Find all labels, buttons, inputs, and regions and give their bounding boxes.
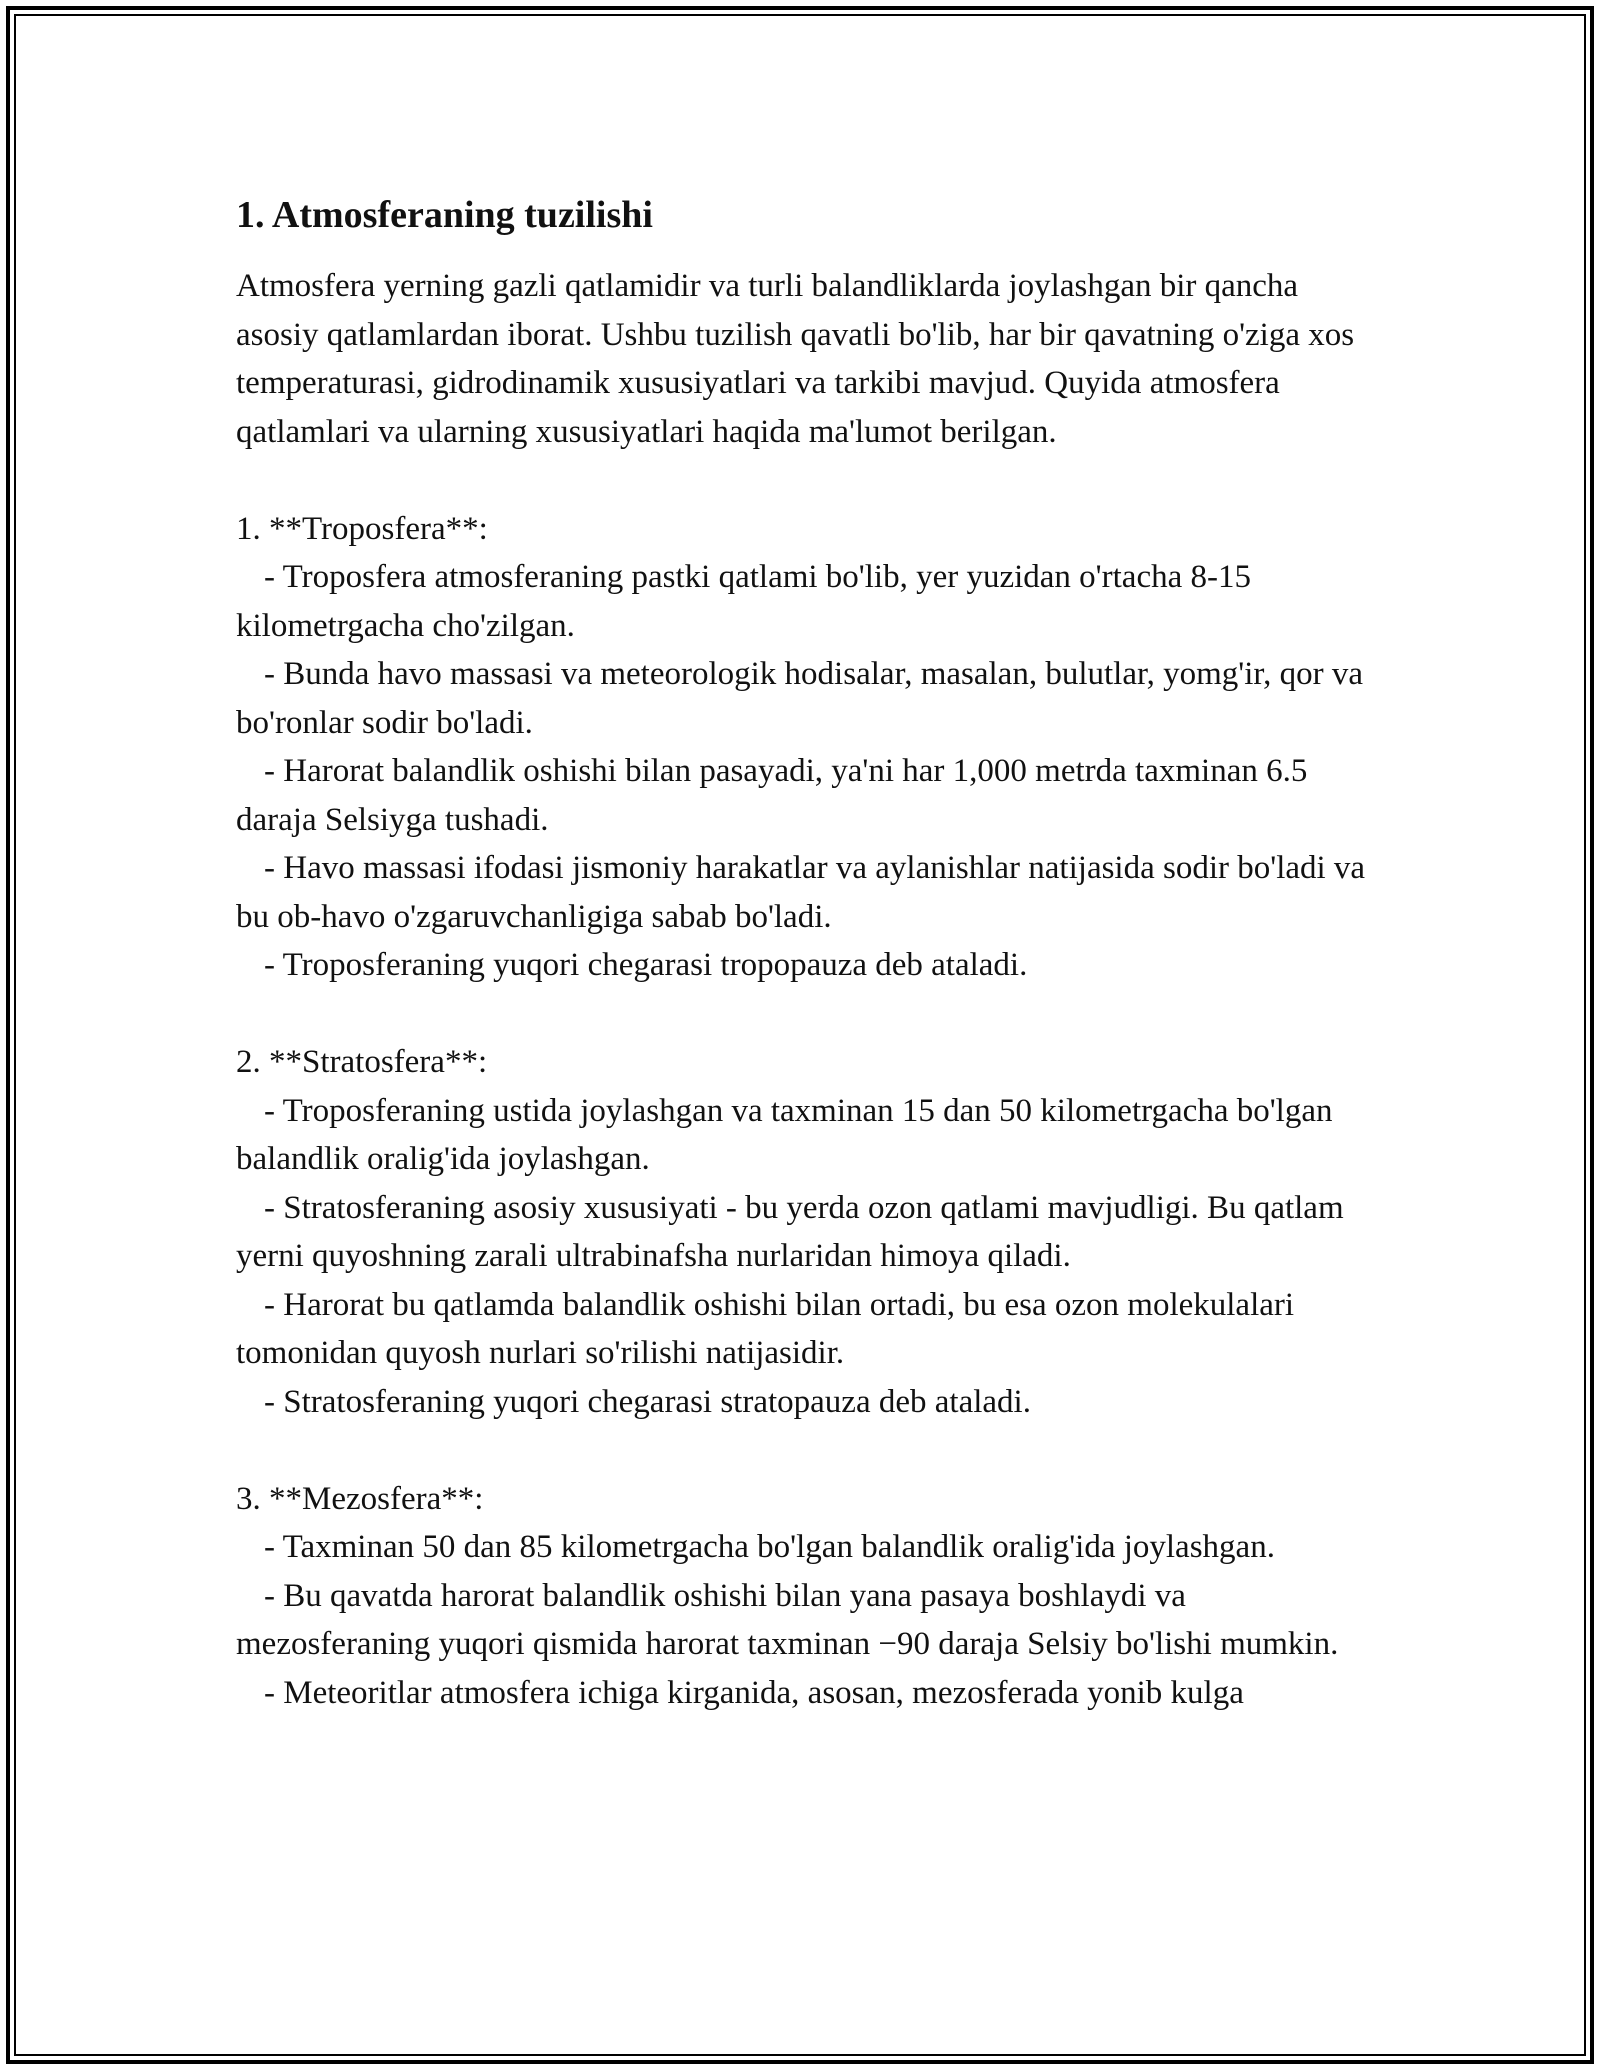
bullet-item: - Harorat balandlik oshishi bilan pasayadi, ya'ni har 1,000 metrda taxminan 6.5 daraja Selsiyga tushadi. — [236, 753, 1308, 838]
section-troposfera — [236, 505, 1376, 990]
bullet-item: - Stratosferaning asosiy xususiyati - bu yerda ozon qatlami mavjudligi. Bu qatlam yerni quyoshning zarali ultrabinafsha nurlaridan himoya qiladi. — [236, 1189, 1344, 1274]
section-heading: 2. **Stratosfera**: — [236, 1044, 488, 1080]
document-body — [236, 188, 1376, 1717]
section-stratosfera — [236, 1038, 1376, 1426]
intro-paragraph: Atmosfera yerning gazli qatlamidir va turli balandliklarda joylashgan bir qancha asosiy qatlamlardan iborat. Ushbu tuzilish qavatli bo'lib, har bir qavatning o'ziga xos temperaturasi, gidrodinamik xususiyatlari va tarkibi mavjud. Quyida atmosfera qatlamlari va ularning xususiyatlari haqida ma'lumot berilgan. — [236, 268, 1355, 450]
bullet-item: - Troposfera atmosferaning pastki qatlami bo'lib, yer yuzidan o'rtacha 8-15 kilometrgacha cho'zilgan. — [236, 559, 1251, 644]
bullet-item: - Stratosferaning yuqori chegarasi stratopauza deb ataladi. — [264, 1383, 1031, 1420]
document-title: 1. Atmosferaning tuzilishi — [236, 194, 653, 236]
section-heading: 1. **Troposfera**: — [236, 510, 488, 547]
bullet-item: - Bunda havo massasi va meteorologik hodisalar, masalan, bulutlar, yomg'ir, qor va bo'ronlar sodir bo'ladi. — [236, 656, 1363, 741]
bullet-item: - Bu qavatda harorat balandlik oshishi bilan yana pasaya boshlaydi va mezosferaning yuqori qismida harorat taxminan −90 daraja Selsiy bo'lishi mumkin. — [236, 1577, 1339, 1662]
bullet-item: - Havo massasi ifodasi jismoniy harakatlar va aylanishlar natijasida sodir bo'ladi va bu ob-havo o'zgaruvchanligiga sabab bo'ladi. — [236, 850, 1366, 935]
bullet-item: - Meteoritlar atmosfera ichiga kirganida, asosan, mezosferada yonib kulga — [264, 1674, 1244, 1711]
section-heading: 3. **Mezosfera**: — [236, 1480, 484, 1517]
bullet-item: - Harorat bu qatlamda balandlik oshishi bilan ortadi, bu esa ozon molekulalari tomonidan quyosh nurlari so'rilishi natijasidir. — [236, 1286, 1295, 1371]
section-mezosfera — [236, 1475, 1376, 1718]
bullet-item: - Troposferaning ustida joylashgan va taxminan 15 dan 50 kilometrgacha bo'lgan balandlik oralig'ida joylashgan. — [236, 1092, 1333, 1177]
bullet-item: - Troposferaning yuqori chegarasi tropopauza deb ataladi. — [264, 947, 1028, 983]
bullet-item: - Taxminan 50 dan 85 kilometrgacha bo'lgan balandlik oralig'ida joylashgan. — [264, 1529, 1275, 1565]
